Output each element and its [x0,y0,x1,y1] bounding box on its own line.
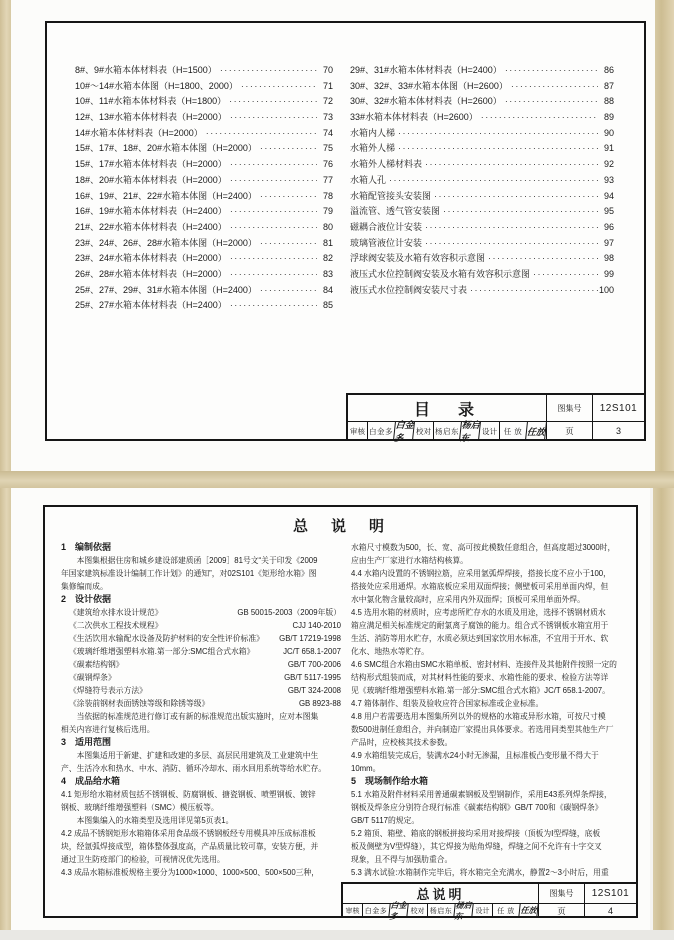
text-line: 板及侧壁为V型焊缝），其它焊接为贴角焊缝，焊缝之间不允许有十字交叉 [351,842,602,851]
section-heading: 4 成品给水箱 [61,776,121,786]
book-edge-left [0,0,11,940]
text-line: 现象，且不得与加强肋重合。 [351,855,453,864]
toc-entry: 26#、28#水箱本体材料表（H=2000） ····· 83 [75,267,333,283]
toc-column-right [350,63,614,298]
toc-entry: 15#、17#水箱本体材料表（H=2000） ····· 76 [75,157,333,173]
text-line: 4.6 SMC组合水箱由SMC水箱单板、密封材料、连接件及其他附件按照一定的 [351,660,617,669]
toc-entry: 浮球阀安装及水箱有效容积示意图 ····· 98 [350,251,614,267]
text-line: 集修编而成。 [61,582,108,591]
reviewer-label: 审核 [345,907,360,915]
toc-entry: 水箱外人梯 ····· 91 [350,141,614,157]
text-line: 水箱尺寸模数为500，长、宽、高可按此模数任意组合，但高度超过3000时， [351,543,616,552]
toc-entry: 10#、11#水箱本体材料表（H=1800） ····· 72 [75,94,333,110]
proofreader-signature: 杨启东 [459,421,481,444]
text-line: 本图集根据住房和城乡建设部建质函［2009］81号文“关于印发《2009 [61,556,318,565]
text-line: 应由生产厂家进行水箱结构核算。 [351,556,468,565]
toc-entry: 磁耦合液位计安装 ····· 96 [350,220,614,236]
dot-leader [203,128,317,138]
dot-leader [502,96,598,106]
dot-leader [227,159,317,169]
toc-entry: 21#、22#水箱本体材料表（H=2400） ····· 80 [75,220,333,236]
title-block-notes [341,882,636,921]
text-line: 5.2 箱顶、箱壁、箱底的钢板拼接均采用对接焊接（顶板为Ⅰ型焊缝，底板 [351,829,601,838]
text-line: 产、生活冷水和热水、中水、消防、循环冷却水、雨水回用系统等给水贮存。 [61,764,327,773]
text-line: 4.5 选用水箱的材质时，应考虑所贮存水的水质及用途，选择不锈钢材质水 [351,608,606,617]
dot-leader [395,143,598,153]
toc-entry: 溢流管、透气管安装图 ····· 95 [350,204,614,220]
dot-leader [422,238,598,248]
proofreader-label: 校对 [410,907,425,915]
dot-leader [217,65,317,75]
dot-leader [530,269,598,279]
section-heading: 1 编制依据 [61,542,112,552]
proofreader-name: 杨启东 [427,904,454,917]
dot-leader [440,206,598,216]
designer-signature: 任放 [520,905,538,915]
designer-signature: 任放 [525,422,547,440]
dot-leader [227,222,317,232]
text-line: 《碳素结构钢》 GB/T 700-2006 [69,660,341,669]
toc-entry: 16#、19#、21#、22#水箱本体图（H=2400） ····· 78 [75,189,333,205]
section-heading: 2 设计依据 [61,594,112,604]
dot-leader [478,112,598,122]
text-line: 相关内容进行复核后选用。 [61,725,155,734]
section-heading: 5 现场制作给水箱 [351,776,429,786]
dot-leader [227,206,317,216]
text-line: 数500进制任意组合，并向制造厂家提出具体要求。若选用同类型其他生产厂 [351,725,614,734]
toc-entry: 水箱内人梯 ····· 90 [350,126,614,142]
atlas-number-label: 图集号 [538,884,584,903]
text-line: 5.3 满水试验:水箱制作完毕后，将水箱完全充满水，静置2～3小时后，用重 [351,868,609,877]
toc-entry: 23#、24#水箱本体材料表（H=2000） ····· 82 [75,251,333,267]
text-line: 《二次供水工程技术规程》 CJJ 140-2010 [69,621,341,630]
atlas-number-value: 12S101 [584,884,636,903]
reviewer-label: 审核 [350,426,365,436]
text-line: 4.2 成品不锈钢矩形水箱箱体采用食品级不锈钢板经专用模具冲压成标准板 [61,829,316,838]
scan-bottom-shadow [0,930,674,940]
dot-leader [386,175,598,185]
text-line: 水中氯化物含量较高时，应采用内外双面焊；顶板可采用单面外焊。 [351,595,585,604]
toc-entry: 水箱配管接头安装图 ····· 94 [350,189,614,205]
text-line: 结构形式组装而成，对其材料性能的要求、水箱性能的要求、检验方法等详 [351,673,609,682]
toc-entry: 12#、13#水箱本体材料表（H=2000） ····· 73 [75,110,333,126]
atlas-number-value: 12S101 [592,395,644,421]
toc-page-frame [45,21,646,444]
page-number-value: 3 [592,422,644,440]
text-line: 通过卫生防疫部门的检验，可视情况优先选用。 [61,855,225,864]
dot-leader [227,269,317,279]
toc-entry: 18#、20#水箱本体材料表（H=2000） ····· 77 [75,173,333,189]
proofreader-label: 校对 [416,426,431,436]
dot-leader [422,222,598,232]
text-line: 4.3 成品水箱标准板规格主要分为1000×1000、1000×500、500×500三种， [61,868,320,877]
toc-entry: 29#、31#水箱本体材料表（H=2400） ····· 86 [350,63,614,79]
page-title: 总说明 [416,887,465,902]
toc-entry: 30#、32#水箱本体材料表（H=2600） ····· 88 [350,94,614,110]
atlas-number-label: 图集号 [546,395,592,421]
dot-leader [238,81,317,91]
text-line: 《碳钢焊条》 GB/T 5117-1995 [69,673,341,682]
reviewer-name: 白金多 [367,422,394,440]
text-line: 《生活饮用水输配水设备及防护材料的安全性评价标准》 GB/T 17219-1998 [69,634,341,643]
text-line: 钢板、玻璃纤维增强塑料（SMC）模压板等。 [61,803,219,812]
text-line: 年国家建筑标准设计编制工作计划》的通知”，对02S101《矩形给水箱》图 [61,569,317,578]
text-line: 本图集适用于新建、扩建和改建的多层、高层民用建筑及工业建筑中生 [61,751,319,760]
toc-entry: 液压式水位控制阀安装尺寸表 ····· 100 [350,283,614,299]
text-line: 《焊缝符号表示方法》 GB/T 324-2008 [69,686,341,695]
text-line: 5.1 水箱及附件材料采用普通碳素钢板及型钢制作，采用E43系列焊条焊接， [351,790,612,799]
proofreader-name: 杨启东 [433,422,460,440]
dot-leader [257,191,317,201]
designer-name: 任 放 [492,904,519,917]
text-line: 4.9 水箱组装完成后，装满水24小时无渗漏，且标准板凸变形量不得大于 [351,751,599,760]
toc-column-left [75,63,333,314]
dot-leader [227,175,317,185]
designer-name: 任 放 [499,422,526,440]
page-title: 目 录 [413,401,480,419]
page-number-label: 页 [538,904,584,917]
toc-entry: 10#～14#水箱本体图（H=1800、2000） ····· 71 [75,79,333,95]
toc-entry: 液压式水位控制阀安装及水箱有效容积示意图 ····· 99 [350,267,614,283]
text-line: 《建筑给水排水设计规范》 GB 50015-2003（2009年版） [69,608,341,617]
toc-entry: 33#水箱本体材料表（H=2600） ····· 89 [350,110,614,126]
proofreader-signature: 杨启东 [453,899,473,921]
notes-page-frame [43,505,638,921]
toc-entry: 15#、17#、18#、20#水箱本体图（H=2000） ····· 75 [75,141,333,157]
toc-entry: 水箱外人梯材料表 ····· 92 [350,157,614,173]
text-line: 化水、地热水等贮存。 [351,647,429,656]
text-line: 搭接处应采用通焊。水箱底板应采用双面焊接；侧壁板可采用单面内焊，但 [351,582,609,591]
text-line: 4.4 水箱内设置的不锈钢拉筋，应采用氩弧焊焊接，搭接长度不应小于100， [351,569,611,578]
dot-leader [502,65,598,75]
page-number-value: 4 [584,904,636,917]
text-line: 4.8 用户若需要选用本图集所列以外的规格的水箱或异形水箱，可按尺寸模 [351,712,606,721]
toc-entry: 14#水箱本体材料表（H=2000） ····· 74 [75,126,333,142]
toc-entry: 水箱人孔 ····· 93 [350,173,614,189]
toc-entry: 25#、27#、29#、31#水箱本体图（H=2400） ····· 84 [75,283,333,299]
text-line: 《涂装前钢材表面锈蚀等级和除锈等级》 GB 8923-88 [69,699,341,708]
toc-entry: 30#、32#、33#水箱本体图（H=2600） ····· 87 [350,79,614,95]
reviewer-name: 白金多 [362,904,389,917]
reviewer-signature: 白金多 [388,899,408,921]
text-line: 本图集编入的水箱类型及选用详见第5页表1。 [61,816,234,825]
text-line: 4.7 箱体制作、组装及验收应符合国家标准或企业标准。 [351,699,544,708]
reviewer-signature: 白金多 [393,421,415,444]
notes-title: 总 说 明 [292,518,388,535]
title-block-toc [346,393,644,444]
text-line: 箱应满足相关标准规定的耐氯离子腐蚀的能力。组合式不锈钢板水箱宜用于 [351,621,609,630]
text-line: 4.1 矩形给水箱材质包括不锈钢板、防腐钢板、搪瓷钢板、喷塑钢板、镀锌 [61,790,316,799]
dot-leader [467,285,598,295]
dot-leader [422,159,598,169]
dot-leader [508,81,598,91]
dot-leader [395,128,598,138]
text-line: 块，经氩弧焊接成型，箱体整体强度高，产品质量比较可靠，安装方便，并 [61,842,319,851]
text-line: 《玻璃纤维增强塑料水箱.第一部分:SMC组合式水箱》 JC/T 658.1-2007 [69,647,341,656]
notes-column-right [351,541,629,879]
dot-leader [485,253,598,263]
dot-leader [227,300,317,310]
book-edge-middle [0,471,674,488]
text-line: 钢板及焊条应分别符合现行标准《碳素结构钢》GB/T 700和《碳钢焊条》 [351,803,603,812]
toc-entry: 16#、19#水箱本体材料表（H=2400） ····· 79 [75,204,333,220]
notes-column-left [61,541,341,879]
dot-leader [227,112,317,122]
text-line: 当依据的标准规范进行修订或有新的标准规范出版实施时，应对本图集 [61,712,319,721]
dot-leader [227,253,317,263]
dot-leader [257,285,317,295]
text-line: 产品时，应校核其技术参数。 [351,738,453,747]
text-line: 生活、消防等用水贮存，水质必须达到国家饮用水标准，不宜用于开水、软 [351,634,609,643]
book-edge-right [653,0,674,940]
designer-label: 设计 [475,907,490,915]
toc-entry: 玻璃管液位计安装 ····· 97 [350,236,614,252]
dot-leader [431,191,598,201]
toc-entry: 23#、24#、26#、28#水箱本体图（H=2000） ····· 81 [75,236,333,252]
text-line: GB/T 5117的规定。 [351,816,420,825]
section-heading: 3 适用范围 [61,737,112,747]
toc-entry: 8#、9#水箱本体材料表（H=1500） ····· 70 [75,63,333,79]
dot-leader [257,143,317,153]
page-number-label: 页 [546,422,592,440]
toc-entry: 25#、27#水箱本体材料表（H=2400） ····· 85 [75,298,333,314]
dot-leader [257,238,317,248]
text-line: 见《玻璃纤维增强塑料水箱.第一部分:SMC组合式水箱》JC/T 658.1-2007。 [351,686,610,695]
designer-label: 设计 [482,426,497,436]
dot-leader [226,96,317,106]
text-line: 10mm。 [351,764,381,773]
